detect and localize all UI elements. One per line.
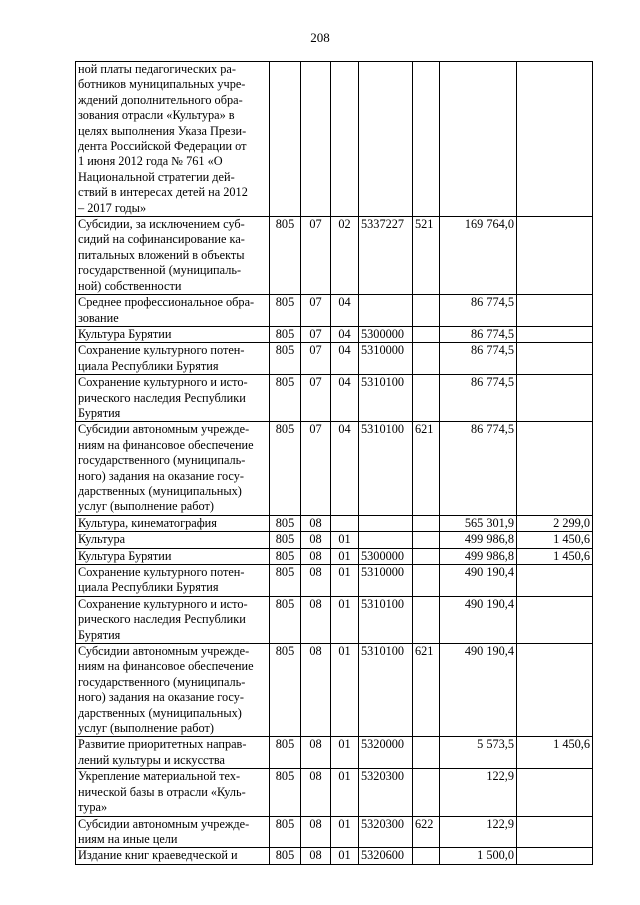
target-article: 5320000 <box>361 737 405 752</box>
amount-cell <box>440 848 517 865</box>
target-article-cell <box>359 816 413 848</box>
amount-cell <box>440 217 517 295</box>
admin-code-cell <box>270 326 301 342</box>
subsection-code: 01 <box>338 565 351 579</box>
table-row <box>76 217 593 295</box>
admin-code-cell <box>270 422 301 515</box>
additional-amount-cell <box>517 295 593 327</box>
expense-type-cell <box>413 816 440 848</box>
amount-cell <box>440 565 517 597</box>
admin-code: 805 <box>275 295 295 310</box>
admin-code: 805 <box>275 737 295 752</box>
subsection-code: 01 <box>338 548 351 563</box>
section-code-cell <box>301 848 331 865</box>
target-article-cell <box>359 295 413 327</box>
admin-code-cell <box>270 737 301 769</box>
admin-code-cell <box>270 62 301 217</box>
target-article-cell <box>359 848 413 865</box>
amount-cell <box>440 596 517 643</box>
additional-amount-cell <box>517 816 593 848</box>
subsection-code-cell <box>331 565 359 597</box>
expense-type-cell <box>413 217 440 295</box>
section-code: 08 <box>309 644 322 659</box>
subsection-code: 01 <box>338 848 351 863</box>
section-code-cell <box>301 343 331 375</box>
section-code-cell <box>301 565 331 597</box>
subsection-code-cell <box>331 769 359 816</box>
target-article-cell <box>359 769 413 816</box>
subsection-code: 01 <box>338 816 351 831</box>
section-code: 08 <box>309 515 322 530</box>
subsection-code-cell <box>331 596 359 643</box>
section-code-cell <box>301 62 331 217</box>
row-name-cell <box>76 848 270 865</box>
target-article-cell <box>359 548 413 564</box>
amount: 86 774,5 <box>470 375 514 390</box>
expense-type-cell <box>413 326 440 342</box>
subsection-code: 04 <box>338 343 351 358</box>
admin-code-cell <box>270 565 301 597</box>
expense-type-cell <box>413 565 440 597</box>
amount-cell <box>440 644 517 737</box>
section-code: 07 <box>309 375 322 390</box>
admin-code: 805 <box>275 326 295 341</box>
page-number: 208 <box>310 30 330 45</box>
amount-cell <box>440 375 517 422</box>
row-name-cell <box>76 565 270 597</box>
expense-type-cell <box>413 548 440 564</box>
subsection-code-cell <box>331 515 359 531</box>
admin-code-cell <box>270 548 301 564</box>
admin-code-cell <box>270 816 301 848</box>
row-name: Культура Бурятии <box>78 326 172 341</box>
target-article: 5337227 <box>361 217 405 232</box>
admin-code: 805 <box>275 515 295 530</box>
additional-amount-cell <box>517 532 593 548</box>
section-code: 08 <box>309 532 322 547</box>
target-article: 5310100 <box>361 644 405 659</box>
additional-amount-cell <box>517 565 593 597</box>
row-name-cell <box>76 515 270 531</box>
admin-code: 805 <box>275 548 295 563</box>
row-name-cell <box>76 422 270 515</box>
target-article: 5310000 <box>361 565 405 579</box>
row-name: Субсидии автономным учрежде- ниям на финансовое обеспечение государственного (муниципаль- ного) задания на оказание госу- дарственных (муниципальных) услуг (выполнение работ) <box>78 644 254 736</box>
row-name-cell <box>76 295 270 327</box>
subsection-code: 04 <box>338 326 351 341</box>
row-name-cell <box>76 816 270 848</box>
amount-cell <box>440 737 517 769</box>
admin-code: 805 <box>275 532 295 547</box>
target-article: 5310100 <box>361 596 405 611</box>
row-name-cell <box>76 532 270 548</box>
table-row <box>76 375 593 422</box>
subsection-code-cell <box>331 737 359 769</box>
section-code-cell <box>301 548 331 564</box>
section-code: 08 <box>309 769 322 784</box>
subsection-code: 04 <box>338 422 351 437</box>
admin-code: 805 <box>275 644 295 659</box>
section-code-cell <box>301 422 331 515</box>
target-article: 5320600 <box>361 848 405 863</box>
section-code-cell <box>301 532 331 548</box>
target-article: 5310100 <box>361 422 405 437</box>
section-code: 07 <box>309 295 322 310</box>
additional-amount: 1 450,6 <box>553 737 590 752</box>
section-code-cell <box>301 816 331 848</box>
row-name: Сохранение культурного и исто- рического наследия Республики Бурятия <box>78 375 248 420</box>
admin-code-cell <box>270 375 301 422</box>
additional-amount-cell <box>517 217 593 295</box>
section-code: 08 <box>309 565 322 579</box>
expense-type: 621 <box>415 644 434 659</box>
admin-code-cell <box>270 596 301 643</box>
subsection-code: 02 <box>338 217 351 232</box>
additional-amount-cell <box>517 326 593 342</box>
expense-type-cell <box>413 848 440 865</box>
table-row <box>76 737 593 769</box>
expense-type: 622 <box>415 816 434 831</box>
admin-code-cell <box>270 217 301 295</box>
additional-amount-cell <box>517 375 593 422</box>
section-code: 08 <box>309 737 322 752</box>
row-name: Субсидии автономным учрежде- ниям на финансовое обеспечение государственного (муниципаль- ного) задания на оказание госу- дарственных (муниципальных) услуг (выполнение работ) <box>78 422 254 514</box>
target-article-cell <box>359 596 413 643</box>
additional-amount-cell <box>517 343 593 375</box>
row-name: Субсидии автономным учрежде- ниям на иные цели <box>78 816 250 846</box>
table-row <box>76 596 593 643</box>
additional-amount-cell <box>517 548 593 564</box>
expense-type-cell <box>413 375 440 422</box>
admin-code: 805 <box>275 848 295 863</box>
row-name: Субсидии, за исключением суб- сидий на софинансирование ка- питальных вложений в объекты государственной (муниципаль- ной) собственности <box>78 217 245 293</box>
row-name: Сохранение культурного потен- циала Республики Бурятия <box>78 343 245 373</box>
subsection-code-cell <box>331 375 359 422</box>
row-name-cell <box>76 375 270 422</box>
target-article-cell <box>359 532 413 548</box>
expense-type-cell <box>413 532 440 548</box>
target-article-cell <box>359 343 413 375</box>
admin-code: 805 <box>275 217 295 232</box>
expense-type-cell <box>413 295 440 327</box>
target-article-cell <box>359 326 413 342</box>
additional-amount-cell <box>517 422 593 515</box>
section-code-cell <box>301 596 331 643</box>
table-row <box>76 532 593 548</box>
row-name: Издание книг краеведческой и <box>78 848 238 863</box>
row-name: Укрепление материальной тех- нической базы в отрасли «Куль- тура» <box>78 769 246 815</box>
subsection-code: 01 <box>338 644 351 659</box>
target-article: 5300000 <box>361 326 405 341</box>
expense-type: 621 <box>415 422 434 437</box>
additional-amount: 1 450,6 <box>553 532 590 547</box>
section-code-cell <box>301 769 331 816</box>
admin-code: 805 <box>275 596 295 611</box>
amount: 1 500,0 <box>477 848 514 863</box>
admin-code-cell <box>270 515 301 531</box>
row-name: Культура, кинематография <box>78 515 217 530</box>
target-article-cell <box>359 644 413 737</box>
expense-type-cell <box>413 343 440 375</box>
amount: 490 190,4 <box>464 644 514 659</box>
section-code: 08 <box>309 596 322 611</box>
amount: 490 190,4 <box>464 565 514 579</box>
budget-table <box>75 61 593 865</box>
subsection-code-cell <box>331 62 359 217</box>
subsection-code: 04 <box>338 295 351 310</box>
additional-amount-cell <box>517 737 593 769</box>
section-code: 07 <box>309 326 322 341</box>
table-body <box>76 62 593 865</box>
subsection-code: 04 <box>338 375 351 390</box>
subsection-code-cell <box>331 422 359 515</box>
amount-cell <box>440 515 517 531</box>
table-row <box>76 816 593 848</box>
row-name-cell <box>76 343 270 375</box>
table-row <box>76 62 593 217</box>
additional-amount-cell <box>517 62 593 217</box>
admin-code-cell <box>270 295 301 327</box>
amount: 499 986,8 <box>464 532 514 547</box>
expense-type: 521 <box>415 217 434 232</box>
row-name: Культура <box>78 532 126 547</box>
table-row <box>76 295 593 327</box>
amount-cell <box>440 326 517 342</box>
expense-type-cell <box>413 644 440 737</box>
admin-code: 805 <box>275 343 295 358</box>
section-code: 08 <box>309 848 322 863</box>
admin-code: 805 <box>275 565 295 579</box>
subsection-code-cell <box>331 217 359 295</box>
amount-cell <box>440 769 517 816</box>
subsection-code-cell <box>331 548 359 564</box>
amount-cell <box>440 532 517 548</box>
table-row <box>76 422 593 515</box>
amount: 86 774,5 <box>470 422 514 437</box>
expense-type-cell <box>413 422 440 515</box>
additional-amount-cell <box>517 515 593 531</box>
admin-code: 805 <box>275 375 295 390</box>
row-name-cell <box>76 644 270 737</box>
admin-code-cell <box>270 343 301 375</box>
subsection-code: 01 <box>338 596 351 611</box>
target-article: 5310100 <box>361 375 405 390</box>
amount: 169 764,0 <box>464 217 514 232</box>
target-article-cell <box>359 515 413 531</box>
section-code-cell <box>301 295 331 327</box>
row-name-cell <box>76 596 270 643</box>
amount-cell <box>440 422 517 515</box>
amount-cell <box>440 62 517 217</box>
subsection-code: 01 <box>338 737 351 752</box>
additional-amount-cell <box>517 769 593 816</box>
amount: 490 190,4 <box>464 596 514 611</box>
additional-amount: 2 299,0 <box>553 515 590 530</box>
target-article: 5320300 <box>361 816 405 831</box>
amount: 122,9 <box>486 816 514 831</box>
additional-amount-cell <box>517 848 593 865</box>
expense-type-cell <box>413 737 440 769</box>
subsection-code-cell <box>331 816 359 848</box>
row-name-cell <box>76 62 270 217</box>
amount: 86 774,5 <box>470 343 514 358</box>
admin-code-cell <box>270 769 301 816</box>
section-code-cell <box>301 737 331 769</box>
section-code: 07 <box>309 422 322 437</box>
admin-code: 805 <box>275 816 295 831</box>
admin-code-cell <box>270 848 301 865</box>
target-article: 5320300 <box>361 769 405 784</box>
table-row <box>76 515 593 531</box>
subsection-code-cell <box>331 532 359 548</box>
target-article: 5300000 <box>361 548 405 563</box>
admin-code-cell <box>270 532 301 548</box>
table-row <box>76 548 593 564</box>
section-code-cell <box>301 217 331 295</box>
row-name: Развитие приоритетных направ- лений культуры и искусства <box>78 737 247 767</box>
target-article-cell <box>359 737 413 769</box>
admin-code-cell <box>270 644 301 737</box>
section-code: 08 <box>309 548 322 563</box>
section-code: 07 <box>309 217 322 232</box>
additional-amount: 1 450,6 <box>553 548 590 563</box>
section-code-cell <box>301 644 331 737</box>
target-article-cell <box>359 217 413 295</box>
section-code-cell <box>301 375 331 422</box>
amount: 565 301,9 <box>464 515 514 530</box>
expense-type-cell <box>413 596 440 643</box>
row-name: Сохранение культурного потен- циала Республики Бурятия <box>78 565 245 595</box>
expense-type-cell <box>413 62 440 217</box>
subsection-code-cell <box>331 343 359 375</box>
amount-cell <box>440 548 517 564</box>
row-name-cell <box>76 326 270 342</box>
target-article-cell <box>359 422 413 515</box>
table-row <box>76 326 593 342</box>
target-article-cell <box>359 565 413 597</box>
row-name: Среднее профессиональное обра- зование <box>78 295 255 325</box>
table-row <box>76 644 593 737</box>
admin-code: 805 <box>275 769 295 784</box>
subsection-code-cell <box>331 326 359 342</box>
subsection-code-cell <box>331 644 359 737</box>
expense-type-cell <box>413 515 440 531</box>
row-name: Культура Бурятии <box>78 548 172 563</box>
amount: 499 986,8 <box>464 548 514 563</box>
table-row <box>76 848 593 865</box>
section-code: 08 <box>309 816 322 831</box>
row-name-cell <box>76 769 270 816</box>
admin-code: 805 <box>275 422 295 437</box>
subsection-code: 01 <box>338 532 351 547</box>
section-code-cell <box>301 515 331 531</box>
additional-amount-cell <box>517 644 593 737</box>
expense-type-cell <box>413 769 440 816</box>
target-article: 5310000 <box>361 343 405 358</box>
target-article-cell <box>359 375 413 422</box>
row-name-cell <box>76 737 270 769</box>
amount: 86 774,5 <box>470 295 514 310</box>
subsection-code: 01 <box>338 769 351 784</box>
section-code: 07 <box>309 343 322 358</box>
section-code-cell <box>301 326 331 342</box>
row-name: Сохранение культурного и исто- рического наследия Республики Бурятия <box>78 596 248 642</box>
amount: 122,9 <box>486 769 514 784</box>
row-name-cell <box>76 548 270 564</box>
subsection-code-cell <box>331 295 359 327</box>
amount-cell <box>440 816 517 848</box>
additional-amount-cell <box>517 596 593 643</box>
table-row <box>76 343 593 375</box>
row-name-cell <box>76 217 270 295</box>
table-row <box>76 565 593 597</box>
row-name: ной платы педагогических ра- ботников муниципальных учре- ждений дополнительного обра- зования отрасли «Культура» в целях выполнения Указа Прези- дента Российской Федерации от 1 июня 2012 года № 761 «О Национальной стратегии дей- ствий в интересах детей на 2012 – 2017 годы» <box>78 62 248 215</box>
amount-cell <box>440 295 517 327</box>
amount-cell <box>440 343 517 375</box>
amount: 86 774,5 <box>470 326 514 341</box>
amount: 5 573,5 <box>477 737 514 752</box>
subsection-code-cell <box>331 848 359 865</box>
table-row <box>76 769 593 816</box>
target-article-cell <box>359 62 413 217</box>
